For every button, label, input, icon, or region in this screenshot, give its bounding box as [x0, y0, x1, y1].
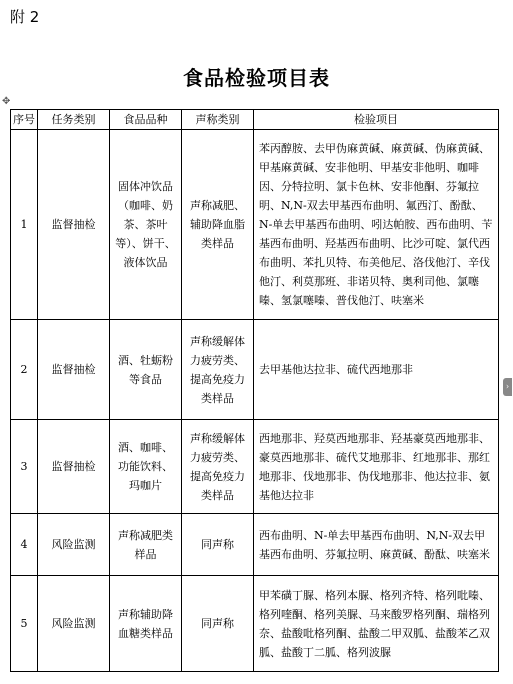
row-task: 监督抽检 — [38, 130, 110, 320]
row-food: 声称减肥类样品 — [110, 514, 182, 576]
attachment-label: 附 2 — [10, 8, 40, 26]
row-items: 去甲基他达拉非、硫代西地那非 — [254, 320, 499, 420]
row-no: 1 — [11, 130, 38, 320]
row-claim: 同声称 — [182, 514, 254, 576]
header-claim: 声称类别 — [182, 110, 254, 130]
table-header-row — [11, 110, 499, 130]
row-claim: 同声称 — [182, 576, 254, 672]
row-task: 风险监测 — [38, 576, 110, 672]
table-row — [11, 320, 499, 420]
table-row — [11, 130, 499, 320]
row-no: 3 — [11, 420, 38, 514]
row-task: 风险监测 — [38, 514, 110, 576]
row-claim: 声称减肥、辅助降血脂类样品 — [182, 130, 254, 320]
row-items: 甲苯磺丁脲、格列本脲、格列齐特、格列吡嗪、格列喹酮、格列美脲、马来酸罗格列酮、瑞格列奈、盐酸吡格列酮、盐酸二甲双胍、盐酸苯乙双胍、盐酸丁二胍、格列波脲 — [254, 576, 499, 672]
table-row — [11, 514, 499, 576]
header-task: 任务类别 — [38, 110, 110, 130]
header-food: 食品品种 — [110, 110, 182, 130]
row-food: 声称辅助降血糖类样品 — [110, 576, 182, 672]
row-items: 苯丙醇胺、去甲伪麻黄碱、麻黄碱、伪麻黄碱、甲基麻黄碱、安非他明、甲基安非他明、咖啡因、分特拉明、氯卡色林、安非他酮、芬氟拉明、N,N-双去甲基西布曲明、氟西汀、酚酞、N-单去甲基西布曲明、吲达帕胺、西布曲明、苄基西布曲明、羟基西布曲明、比沙可啶、氯代西布曲明、苯扎贝特、布美他尼、洛伐他汀、辛伐他汀、利莫那班、非诺贝特、奥利司他、氯噻嗪、氢氯噻嗪、普伐他汀、呋塞米 — [254, 130, 499, 320]
row-food: 酒、牡蛎粉等食品 — [110, 320, 182, 420]
page-title: 食品检验项目表 — [183, 66, 330, 90]
row-claim: 声称缓解体力疲劳类、提高免疫力类样品 — [182, 320, 254, 420]
side-expand-icon[interactable]: › — [503, 378, 512, 396]
header-items: 检验项目 — [254, 110, 499, 130]
row-food: 固体冲饮品（咖啡、奶茶、茶叶等）、饼干、液体饮品 — [110, 130, 182, 320]
row-no: 2 — [11, 320, 38, 420]
table-row — [11, 420, 499, 514]
row-no: 5 — [11, 576, 38, 672]
row-task: 监督抽检 — [38, 420, 110, 514]
row-items: 西布曲明、N-单去甲基西布曲明、N,N-双去甲基西布曲明、芬氟拉明、麻黄碱、酚酞、呋塞米 — [254, 514, 499, 576]
inspection-table — [10, 109, 499, 672]
table-move-handle-icon[interactable]: ✥ — [2, 96, 11, 107]
row-items: 西地那非、羟莫西地那非、羟基豪莫西地那非、豪莫西地那非、硫代艾地那非、红地那非、那红地那非、伐地那非、伪伐地那非、他达拉非、氨基他达拉非 — [254, 420, 499, 514]
row-task: 监督抽检 — [38, 320, 110, 420]
table-row — [11, 576, 499, 672]
row-no: 4 — [11, 514, 38, 576]
header-no: 序号 — [11, 110, 38, 130]
row-claim: 声称缓解体力疲劳类、提高免疫力类样品 — [182, 420, 254, 514]
row-food: 酒、咖啡、功能饮料、玛咖片 — [110, 420, 182, 514]
